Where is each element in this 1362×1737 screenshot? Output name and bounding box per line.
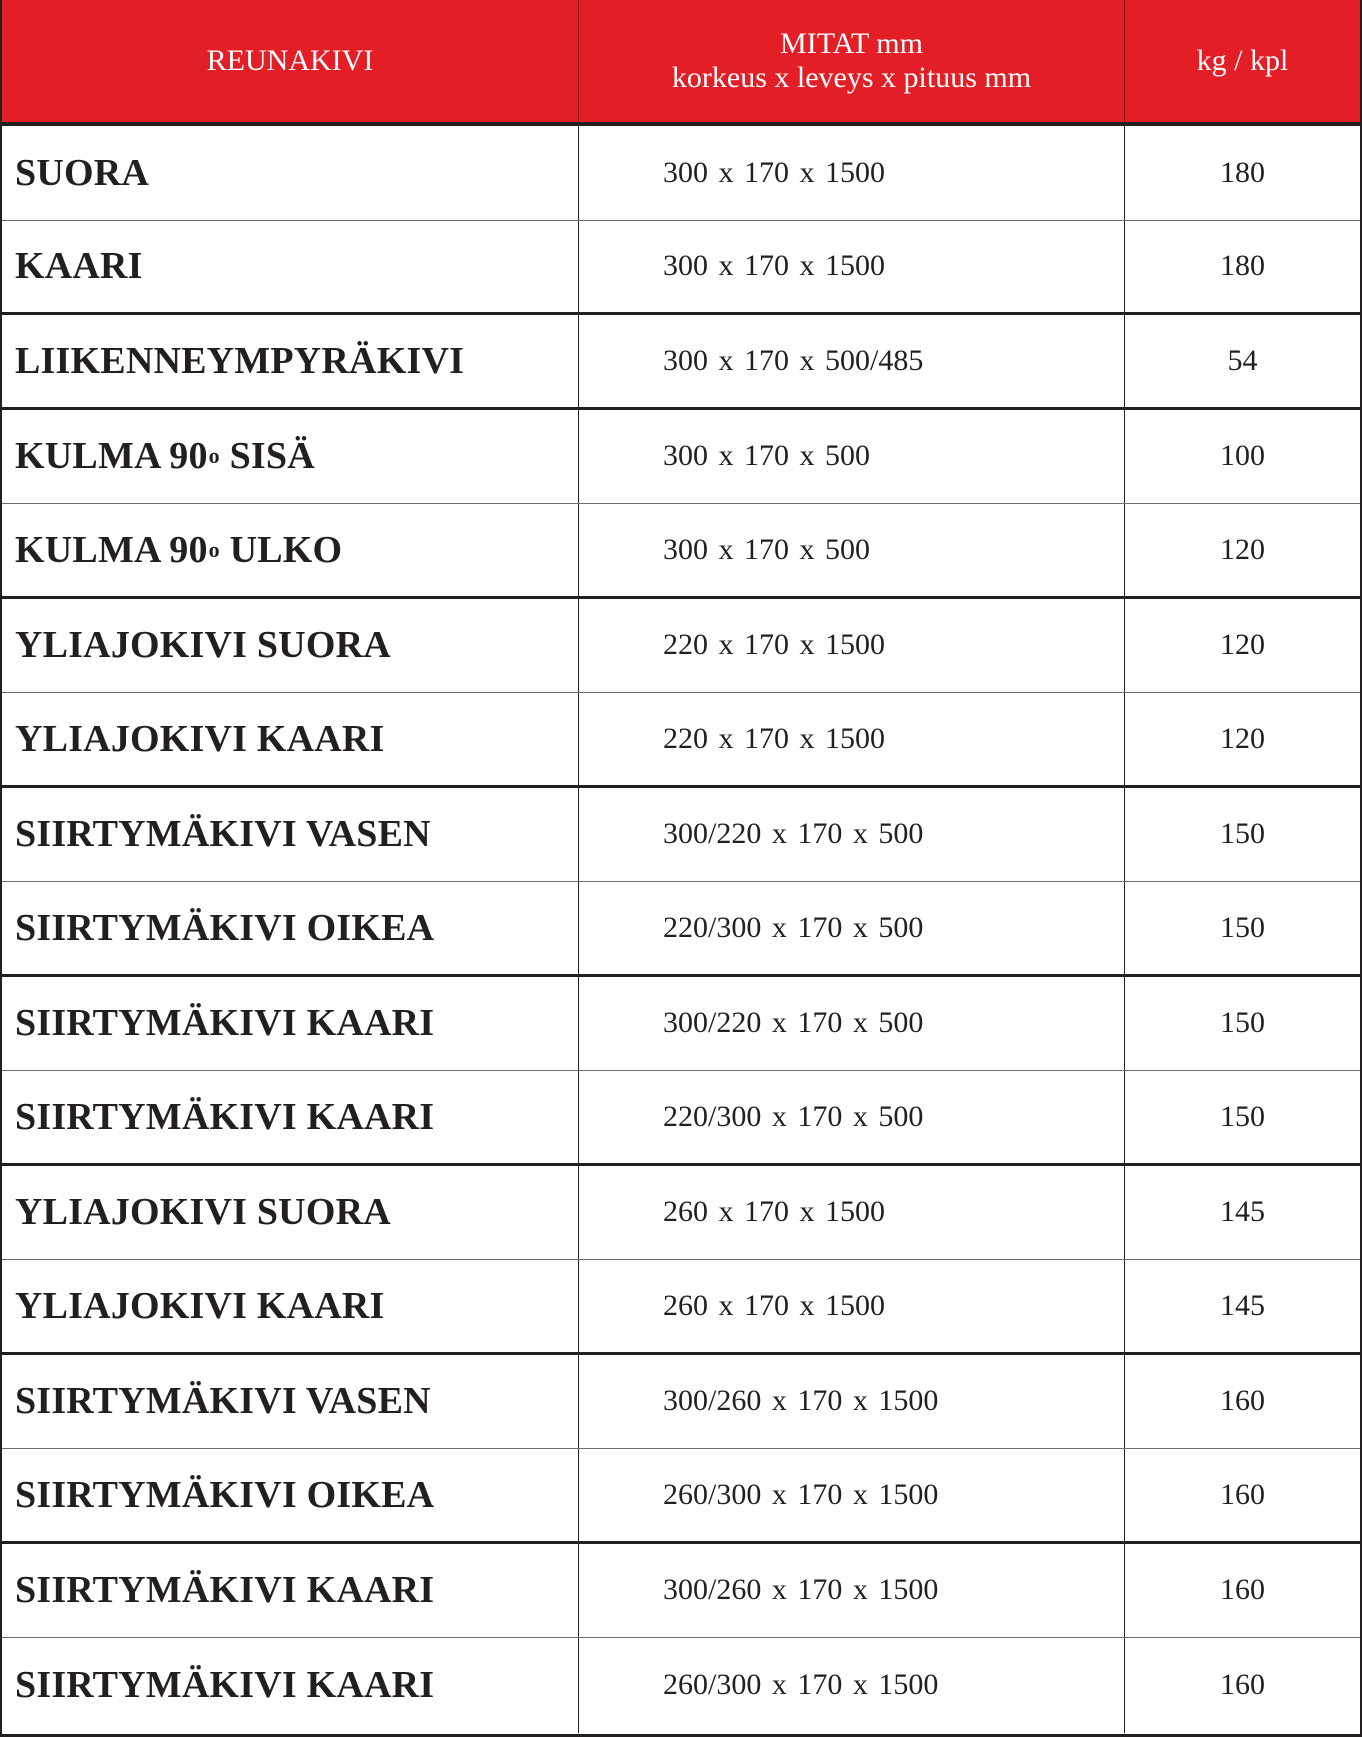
row-name: SIIRTYMÄKIVI OIKEA [15, 906, 435, 949]
header-mitat [578, 0, 1124, 122]
header-mitat-subtitle: korkeus x leveys x pituus mm [671, 61, 1032, 94]
row-name [2, 410, 578, 504]
table-row [2, 410, 1360, 505]
row-weight: 145 [1124, 1260, 1360, 1352]
row-weight: 150 [1124, 788, 1360, 882]
table-row [2, 1638, 1360, 1733]
degree-superscript: o [208, 536, 220, 562]
row-weight: 150 [1124, 1071, 1360, 1163]
row-weight: 180 [1124, 126, 1360, 220]
row-name-main: KULMA 90 [15, 528, 208, 571]
row-dimensions: 260/300 x 170 x 1500 [578, 1449, 1124, 1541]
table-row [2, 788, 1360, 883]
table-row [2, 693, 1360, 788]
row-name: SIIRTYMÄKIVI VASEN [15, 813, 431, 856]
row-weight: 120 [1124, 504, 1360, 596]
row-name: SIIRTYMÄKIVI KAARI [15, 1095, 435, 1138]
table-row [2, 1166, 1360, 1261]
table-row [2, 977, 1360, 1072]
row-dimensions: 260 x 170 x 1500 [578, 1260, 1124, 1352]
row-name: SIIRTYMÄKIVI KAARI [15, 1002, 435, 1045]
row-weight: 120 [1124, 693, 1360, 785]
row-weight: 100 [1124, 410, 1360, 504]
row-dimensions: 300 x 170 x 1500 [578, 221, 1124, 313]
header-mitat-title: MITAT mm [780, 27, 923, 60]
table-row [2, 315, 1360, 410]
row-dimensions: 300/220 x 170 x 500 [578, 788, 1124, 882]
row-weight: 160 [1124, 1544, 1360, 1638]
table-row [2, 1544, 1360, 1639]
row-name: SUORA [15, 151, 150, 194]
row-dimensions: 260/300 x 170 x 1500 [578, 1638, 1124, 1733]
row-dimensions: 220 x 170 x 1500 [578, 599, 1124, 693]
table-row [2, 1260, 1360, 1355]
table-row [2, 504, 1360, 599]
table-row [2, 1449, 1360, 1544]
row-weight: 160 [1124, 1638, 1360, 1733]
row-name: YLIAJOKIVI KAARI [15, 1284, 385, 1327]
row-name: YLIAJOKIVI SUORA [15, 624, 391, 667]
row-dimensions: 300 x 170 x 500/485 [578, 315, 1124, 407]
row-dimensions: 300 x 170 x 1500 [578, 126, 1124, 220]
row-weight: 180 [1124, 221, 1360, 313]
table-header [2, 0, 1360, 126]
row-dimensions: 220 x 170 x 1500 [578, 693, 1124, 785]
table-row [2, 221, 1360, 316]
row-weight: 160 [1124, 1355, 1360, 1449]
header-weight: kg / kpl [1124, 0, 1360, 122]
row-name: YLIAJOKIVI SUORA [15, 1191, 391, 1234]
table-row [2, 882, 1360, 977]
row-name-main: KULMA 90 [15, 435, 208, 478]
table-row [2, 1071, 1360, 1166]
row-dimensions: 300/220 x 170 x 500 [578, 977, 1124, 1071]
table-row [2, 126, 1360, 221]
table-row [2, 599, 1360, 694]
row-dimensions: 300 x 170 x 500 [578, 410, 1124, 504]
row-name: SIIRTYMÄKIVI KAARI [15, 1664, 435, 1707]
table-row [2, 1355, 1360, 1450]
row-weight: 150 [1124, 882, 1360, 974]
row-name-suffix: ULKO [219, 528, 343, 571]
row-name [2, 504, 578, 596]
degree-superscript: o [208, 443, 220, 469]
row-dimensions: 300/260 x 170 x 1500 [578, 1355, 1124, 1449]
row-name: KAARI [15, 245, 143, 288]
row-weight: 150 [1124, 977, 1360, 1071]
row-weight: 160 [1124, 1449, 1360, 1541]
row-name: SIIRTYMÄKIVI VASEN [15, 1380, 431, 1423]
row-name: SIIRTYMÄKIVI KAARI [15, 1569, 435, 1612]
row-dimensions: 300/260 x 170 x 1500 [578, 1544, 1124, 1638]
row-weight: 54 [1124, 315, 1360, 407]
row-weight: 120 [1124, 599, 1360, 693]
row-dimensions: 300 x 170 x 500 [578, 504, 1124, 596]
row-dimensions: 220/300 x 170 x 500 [578, 1071, 1124, 1163]
row-weight: 145 [1124, 1166, 1360, 1260]
row-name: SIIRTYMÄKIVI OIKEA [15, 1473, 435, 1516]
header-reunakivi: REUNAKIVI [206, 44, 374, 77]
row-dimensions: 260 x 170 x 1500 [578, 1166, 1124, 1260]
row-name: YLIAJOKIVI KAARI [15, 717, 385, 760]
row-dimensions: 220/300 x 170 x 500 [578, 882, 1124, 974]
row-name: LIIKENNEYMPYRÄKIVI [15, 339, 465, 382]
row-name-suffix: SISÄ [219, 435, 315, 478]
